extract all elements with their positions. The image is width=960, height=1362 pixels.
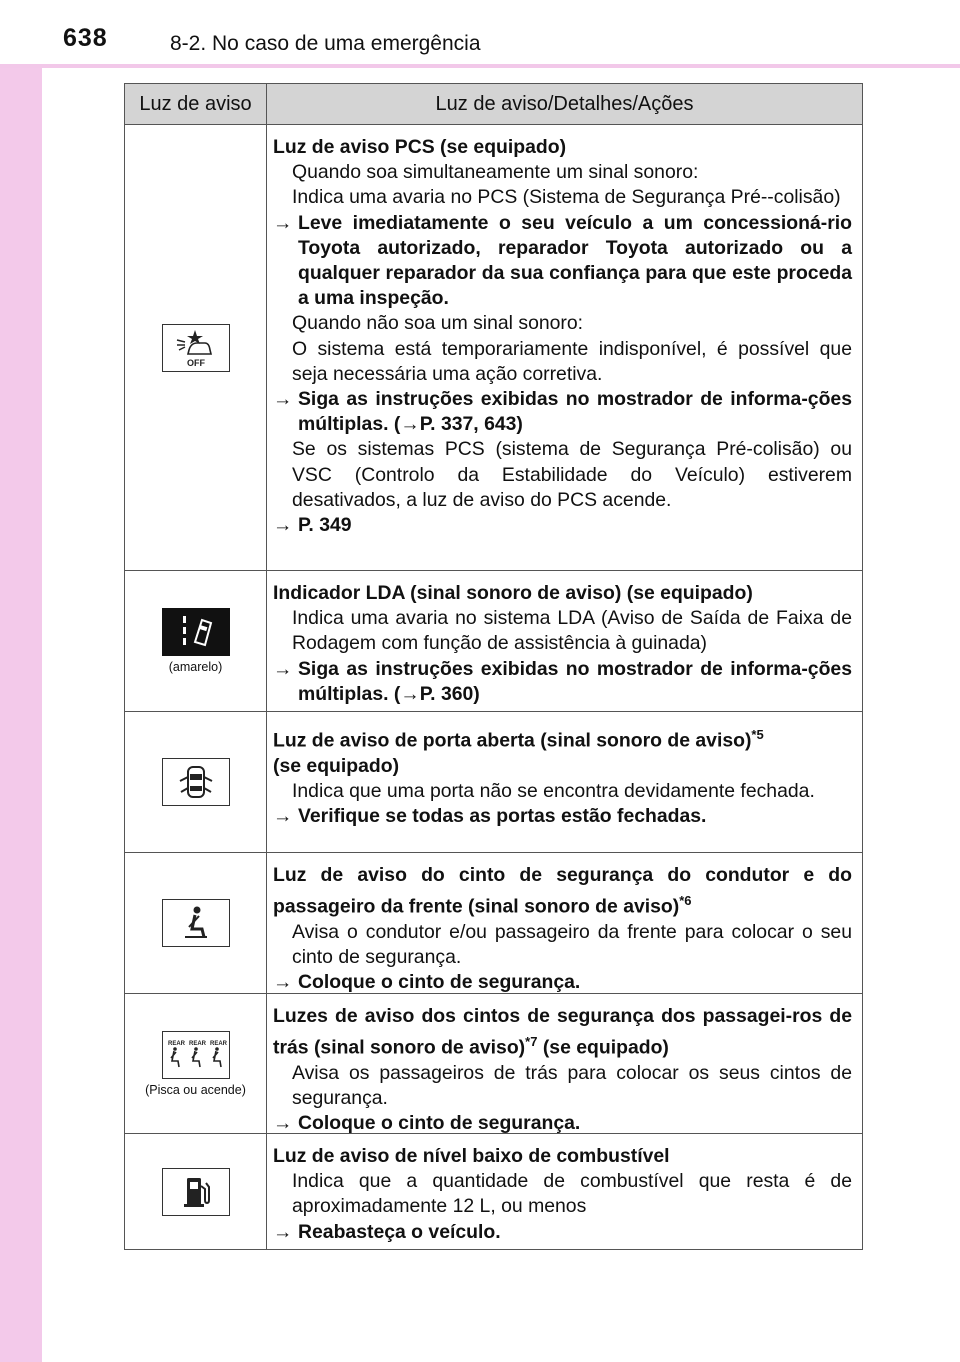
table-row <box>125 853 862 994</box>
row-text: Quando não soa um sinal sonoro: <box>292 312 584 335</box>
row-action <box>273 1220 852 1245</box>
icon-caption: (amarelo) <box>168 660 223 674</box>
row-text: Indica que uma porta não se encontra devidamente fechada. <box>292 779 815 802</box>
svg-text:REAR: REAR <box>188 1040 206 1047</box>
icon-cell <box>125 1134 267 1249</box>
icon-cell <box>125 571 267 711</box>
row-text: Avisa os passageiros de trás para colocar os seus cintos de segurança. <box>292 1061 852 1110</box>
action-text: Leve imediatamente o seu veículo a um concessioná-rio Toyota autorizado, reparador Toyota autorizado ou a qualquer reparador da sua confiança para que este proceda a uma inspeção. <box>298 211 852 310</box>
header-rule <box>0 64 960 68</box>
row-text: Indica que a quantidade de combustível que resta é de aproximadamente 12 L, ou menos <box>292 1170 852 1218</box>
page-reference[interactable]: P. 360) <box>419 682 480 705</box>
column-header-details: Luz de aviso/Detalhes/Ações <box>435 92 694 115</box>
rear-seatbelt-warning-icon <box>162 1031 230 1079</box>
arrow-icon: → <box>273 388 293 411</box>
row-title <box>273 1004 852 1061</box>
row-title-cont: (se equipado) <box>273 754 400 777</box>
pcs-off-warning-icon <box>162 324 230 372</box>
title-text: Luz de aviso de porta aberta (sinal sonoro de aviso) <box>273 729 752 752</box>
arrow-icon: → <box>273 657 293 680</box>
details-cell <box>267 712 862 852</box>
arrow-icon: → <box>273 514 293 537</box>
svg-text:REAR: REAR <box>209 1040 227 1047</box>
page-reference[interactable]: P. 337, 643) <box>419 413 523 436</box>
icon-cell <box>125 994 267 1133</box>
title-text: Luz de aviso do cinto de segurança do condutor e do passageiro da frente (sinal sonoro de aviso) <box>273 864 852 918</box>
row-title <box>273 863 852 920</box>
row-action <box>273 1111 852 1136</box>
arrow-icon: → <box>273 805 293 828</box>
open-door-warning-icon <box>162 758 230 806</box>
table-row <box>125 571 862 712</box>
details-cell <box>267 853 862 993</box>
footnote-mark: *7 <box>525 1034 538 1050</box>
title-text: (se equipado) <box>537 1036 669 1059</box>
arrow-icon: → <box>273 1220 293 1243</box>
action-text: Siga as instruções exibidas no mostrador de informa-ções múltiplas. ( <box>298 657 852 705</box>
footnote-mark: *6 <box>679 893 692 909</box>
row-text: Indica uma avaria no sistema LDA (Aviso de Saída de Faixa de Rodagem com função de assistência à guinada) <box>292 607 852 655</box>
details-cell <box>267 571 862 711</box>
title-text: Luzes de aviso dos cintos de segurança dos passagei-ros de trás (sinal sonoro de aviso) <box>273 1005 852 1059</box>
row-action <box>273 513 852 538</box>
section-title: 8-2. No caso de uma emergência <box>170 32 481 55</box>
row-title: Luz de aviso PCS (se equipado) <box>273 136 567 158</box>
icon-cell <box>125 125 267 570</box>
row-title <box>273 722 852 754</box>
seatbelt-warning-icon <box>162 899 230 947</box>
table-row <box>125 125 862 571</box>
arrow-icon: → <box>273 1112 293 1135</box>
column-header-warning-light: Luz de aviso <box>125 84 267 124</box>
row-text: Se os sistemas PCS (sistema de Segurança Pré-colisão) ou VSC (Controlo da Estabilidade do Veículo) estiverem desativados, a luz de aviso do PCS acende. <box>292 438 852 511</box>
page-number: 638 <box>63 24 108 52</box>
arrow-icon: → <box>273 211 293 234</box>
fuel-pump-icon <box>162 1168 230 1216</box>
icon-cell <box>125 712 267 852</box>
row-text: Quando soa simultaneamente um sinal sonoro: <box>292 161 699 184</box>
row-action <box>273 804 852 829</box>
row-action <box>273 970 852 995</box>
icon-cell <box>125 853 267 993</box>
arrow-icon: → <box>273 971 293 994</box>
table-header <box>125 84 862 125</box>
arrow-icon: → <box>400 682 420 705</box>
row-text: O sistema está temporariamente indisponível, é possível que seja necessária uma ação corretiva. <box>292 337 852 385</box>
lda-lane-departure-icon <box>162 608 230 656</box>
action-text: Coloque o cinto de segurança. <box>298 971 581 994</box>
details-cell <box>267 994 862 1133</box>
details-cell <box>267 125 862 570</box>
table-row <box>125 994 862 1134</box>
arrow-icon: → <box>400 413 420 436</box>
row-text: Avisa o condutor e/ou passageiro da frente para colocar o seu cinto de segurança. <box>292 920 852 969</box>
footnote-mark: *5 <box>751 727 764 742</box>
row-action <box>273 387 852 437</box>
action-text: Reabasteça o veículo. <box>298 1220 501 1243</box>
details-cell <box>267 1134 862 1249</box>
page-reference[interactable]: P. 349 <box>298 514 352 537</box>
icon-caption: (Pisca ou acende) <box>145 1082 246 1097</box>
table-row <box>125 712 862 853</box>
table-row <box>125 1134 862 1249</box>
row-title: Luz de aviso de nível baixo de combustível <box>273 1145 670 1167</box>
action-text: Siga as instruções exibidas no mostrador de informa-ções múltiplas. ( <box>298 388 852 436</box>
action-text: Coloque o cinto de segurança. <box>298 1112 581 1135</box>
svg-text:REAR: REAR <box>167 1040 185 1047</box>
side-band <box>0 0 42 1362</box>
row-action <box>273 657 852 707</box>
svg-text:OFF: OFF <box>186 357 205 368</box>
row-action <box>273 211 852 312</box>
warning-lights-table <box>124 83 863 1250</box>
row-text: Indica uma avaria no PCS (Sistema de Segurança Pré--colisão) <box>292 186 841 209</box>
action-text: Verifique se todas as portas estão fechadas. <box>298 805 707 828</box>
row-title: Indicador LDA (sinal sonoro de aviso) (se equipado) <box>273 582 753 604</box>
